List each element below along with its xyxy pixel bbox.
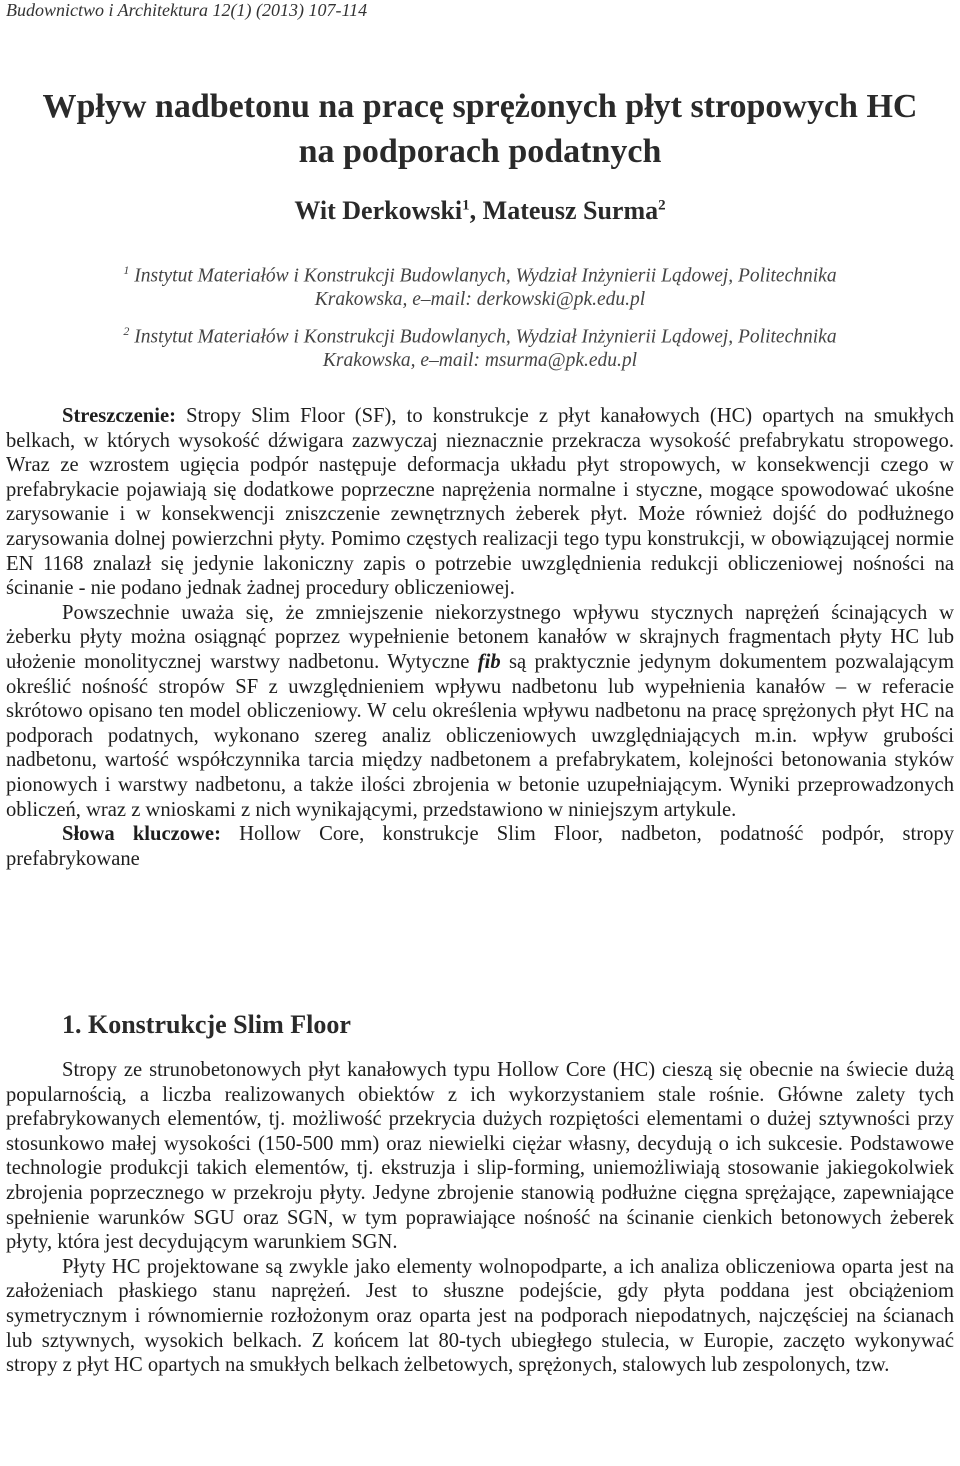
paper-title-line-1: Wpływ nadbetonu na pracę sprężonych płyt stropowych HC xyxy=(42,88,918,125)
keywords-label: Słowa kluczowe: xyxy=(62,823,221,846)
affiliation-1-mark: 1 xyxy=(123,263,130,277)
section-1-body xyxy=(6,1058,954,1378)
author-1-affiliation-mark: 1 xyxy=(462,197,470,214)
abstract xyxy=(6,404,954,871)
authors xyxy=(0,196,960,226)
author-separator: , xyxy=(469,196,483,225)
abstract-label: Streszczenie: xyxy=(62,405,176,427)
section-1-paragraph-1: Stropy ze strunobetonowych płyt kanałowych typu Hollow Core (HC) cieszą się obecnie na świecie dużą popularnością, a liczba realizowanych obiektów z ich wykorzystaniem stale rośnie. Główne zalety tych prefabrykowanych elementów, tj. możliwość przekrycia dużych rozpiętości elementami o dużej sztywności przy stosunkowo małej wysokości (150-500 mm) oraz niewielki ciężar własny, decydują o ich sukcesie. Podstawowe technologie produkcji takich elementów, tj. ekstruzja i slip-forming, uniemożliwiają stosowanie jakiegokolwiek zbrojenia poprzecznego w przekroju płyty. Jedyne zbrojenie stanowią podłużne cięgna sprężające, zapewniające spełnienie warunków SGU oraz SGN, w tym poprawiające nośność na ścinanie cienkich betonowych żeberek płyty, która jest decydującym warunkiem SGN. xyxy=(6,1059,954,1254)
affiliation-2-line-2: Krakowska, e–mail: msurma@pk.edu.pl xyxy=(322,350,638,371)
author-1: Wit Derkowski xyxy=(294,196,463,225)
fib-term: fib xyxy=(477,650,501,673)
author-2-affiliation-mark: 2 xyxy=(658,197,666,214)
running-header: Budownictwo i Architektura 12(1) (2013) 107-114 xyxy=(6,0,368,20)
abstract-paragraph-1: Streszczenie: Stropy Slim Floor (SF), to konstrukcje z płyt kanałowych (HC) opartych na smukłych belkach, w których wysokość dźwigara zazwyczaj nieznacznie przekracza wysokość prefabrykatu stropowego. Wraz ze wzrostem ugięcia podpór następuje deformacja układu płyt stropowych, w konsekwencji czego w prefabrykacie pojawiają się dodatkowe poprzeczne naprężenia normalne i styczne, mogące spowodować ukośne zarysowanie i w konsekwencji zniszczenie zewnętrznych żeberek płyt. Może również dojść do podłużnego zarysowania dolnej powierzchni płyty. Pomimo częstych realizacji tego typu konstrukcji, w obowiązującej normie EN 1168 znalazł się jedynie lakoniczny zapis o potrzebie uwzględnienia redukcji obliczeniowej nośności na ścinanie - nie podano jednak żadnej procedury obliczeniowej. xyxy=(6,405,954,600)
affiliation-1-line-2: Krakowska, e–mail: derkowski@pk.edu.pl xyxy=(314,289,646,310)
section-1-heading: 1. Konstrukcje Slim Floor xyxy=(62,1010,351,1039)
affiliation-2-mark: 2 xyxy=(123,324,130,338)
affiliation-1-line-1: $^1$ Instytut Materiałów i Konstrukcji Budowlanych, Wydział Inżynierii Lądowej, Politechnika xyxy=(123,263,837,287)
author-2: Mateusz Surma xyxy=(482,196,659,225)
paper-title-line-2: na podporach podatnych xyxy=(298,133,662,170)
affiliation-2-line-1: $^2$ Instytut Materiałów i Konstrukcji Budowlanych, Wydział Inżynierii Lądowej, Politechnika xyxy=(123,324,837,348)
keywords: Słowa kluczowe: Hollow Core, konstrukcje Slim Floor, nadbeton, podatność podpór, stropy prefabrykowane xyxy=(6,823,955,870)
abstract-paragraph-2: Powszechnie uważa się, że zmniejszenie niekorzystnego wpływu stycznych naprężeń ścinających w żeberku płyty można osiągnąć poprzez wypełnienie betonem kanałów w skrajnych fragmentach płyty HC lub ułożenie monolitycznej warstwy nadbetonu. Wytyczne fib są praktycznie jedynym dokumentem pozwalającym określić nośność stropów SF z uwzględnieniem wpływu nadbetonu lub wypełnienia kanałów – w referacie skrótowo opisano ten model obliczeniowy. W celu określenia wpływu nadbetonu na pracę sprężonych płyt HC na podporach podatnych, wykonano szereg analiz obliczeniowych uwzględniających m.in. wpływ grubości nadbetonu, wartość współczynnika tarcia między nadbetonem a prefabrykatem, kolejności betonowania styków pionowych i warstwy nadbetonu, a także ilości zbrojenia w betonie uzupełniającym. Wyniki przeprowadzonych obliczeń, wraz z wnioskami z nich wynikającymi, przedstawiono w niniejszym artykule. xyxy=(6,601,954,821)
section-1-paragraph-2: Płyty HC projektowane są zwykle jako elementy wolnopodparte, a ich analiza obliczeniowa oparta jest na założeniach płaskiego stanu naprężeń. Jest to słuszne podejście, gdy płyta poddana jest obciążeniom symetrycznym i równomiernie rozłożonym oraz oparta jest na podporach niepodatnych, najczęściej na ścianach lub sztywnych, wysokich belkach. Z końcem lat 80-tych ubiegłego stulecia, w Europie, zaczęto wykonywać stropy z płyt HC opartych na smukłych belkach żelbetowych, sprężonych, stalowych lub zespolonych, tzw. xyxy=(6,1255,954,1377)
